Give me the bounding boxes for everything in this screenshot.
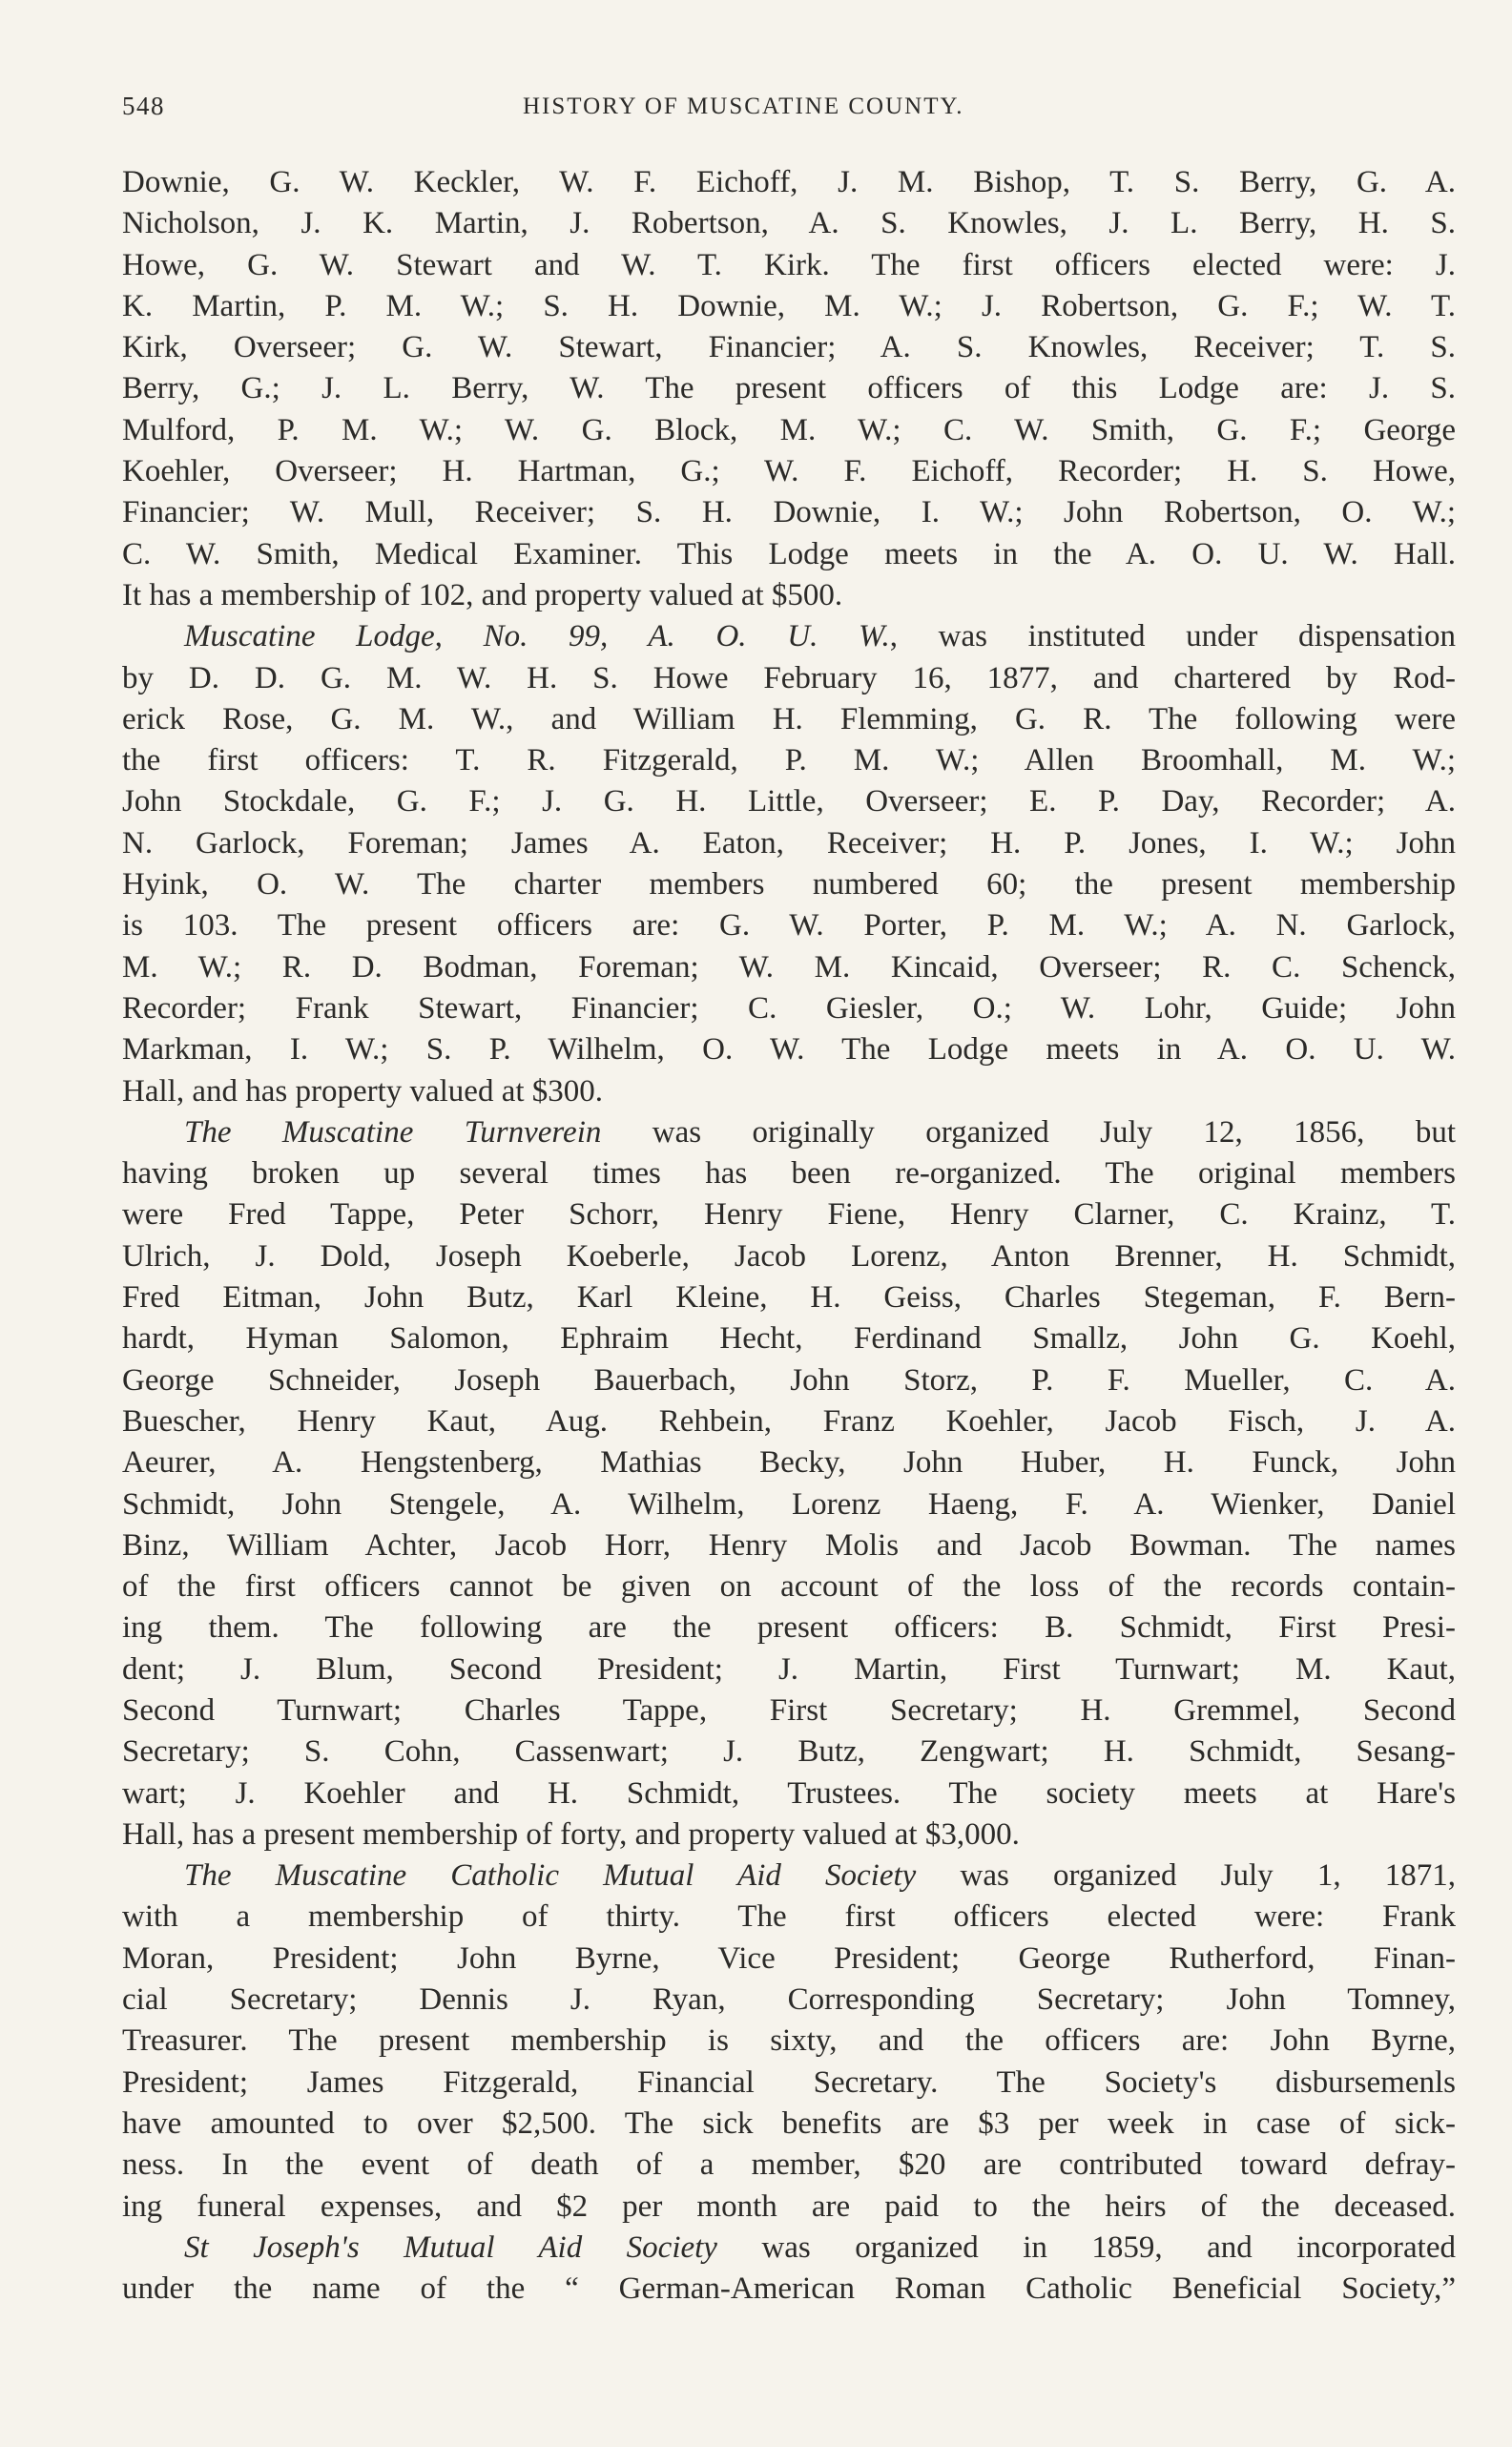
- line-text: Kirk, Overseer; G. W. Stewart, Financier; A. S. Knowles, Receiver; T. S.: [122, 330, 1456, 365]
- line-text: ing them. The following are the present officers: B. Schmidt, First Presi-: [122, 1610, 1456, 1646]
- text-line: [122, 1566, 1456, 1607]
- line-text: President; James Fitzgerald, Financial Secretary. The Society's disbursemenls: [122, 2064, 1456, 2100]
- line-text: M. W.; R. D. Bodman, Foreman; W. M. Kincaid, Overseer; R. C. Schenck,: [122, 949, 1456, 985]
- text-line: [122, 823, 1456, 864]
- text-line: [122, 658, 1456, 699]
- line-text: Downie, G. W. Keckler, W. F. Eichoff, J. M. Bishop, T. S. Berry, G. A.: [122, 165, 1456, 199]
- text-line: [122, 1897, 1456, 1938]
- text-line: [122, 1525, 1456, 1566]
- line-text: Koehler, Overseer; H. Hartman, G.; W. F. Eichoff, Recorder; H. S. Howe,: [122, 454, 1456, 489]
- text-line: [122, 1939, 1456, 1980]
- text-line: [122, 740, 1456, 781]
- line-text: Financier; W. Mull, Receiver; S. H. Downie, I. W.; John Robertson, O. W.;: [122, 495, 1456, 530]
- text-line: [122, 1980, 1456, 2021]
- text-line: [122, 864, 1456, 905]
- italic-title: The Muscatine Catholic Mutual Aid Society: [184, 1858, 917, 1894]
- text-line: [122, 2104, 1456, 2145]
- text-line: [122, 2228, 1456, 2269]
- text-line: [122, 1401, 1456, 1442]
- text-line: [122, 2269, 1456, 2310]
- body-text: [122, 162, 1456, 2310]
- line-text: Fred Eitman, John Butz, Karl Kleine, H. Geiss, Charles Stegeman, F. Bern-: [122, 1280, 1456, 1316]
- text-line: [122, 699, 1456, 740]
- line-text: Buescher, Henry Kaut, Aug. Rehbein, Franz Koehler, Jacob Fisch, J. A.: [122, 1403, 1456, 1439]
- line-text: Mulford, P. M. W.; W. G. Block, M. W.; C. W. Smith, G. F.; George: [122, 412, 1456, 447]
- text-line: [122, 2021, 1456, 2062]
- line-text: was organized in 1859, and incorporated: [716, 2229, 1456, 2265]
- line-text: was originally organized July 12, 1856, but: [601, 1114, 1456, 1150]
- line-text: C. W. Smith, Medical Examiner. This Lodge meets in the A. O. U. W. Hall.: [122, 536, 1456, 571]
- text-line: [122, 1690, 1456, 1732]
- line-text: Second Turnwart; Charles Tappe, First Secretary; H. Gremmel, Second: [122, 1692, 1456, 1728]
- text-line: [122, 1773, 1456, 1815]
- line-text: , was instituted under dispensation: [889, 619, 1456, 654]
- text-line: [122, 1484, 1456, 1525]
- italic-title: St Joseph's Mutual Aid Society: [184, 2229, 717, 2265]
- line-text: Secretary; S. Cohn, Cassenwart; J. Butz, Zengwart; H. Schmidt, Sesang-: [122, 1734, 1456, 1770]
- page-header: [122, 92, 1458, 130]
- italic-title: Muscatine Lodge, No. 99, A. O. U. W.: [184, 619, 890, 654]
- line-text: is 103. The present officers are: G. W. Porter, P. M. W.; A. N. Garlock,: [122, 908, 1456, 944]
- line-text: Treasurer. The present membership is sixty, and the officers are: John Byrne,: [122, 2023, 1456, 2059]
- text-line: [122, 451, 1456, 492]
- text-line: [122, 1360, 1456, 1401]
- line-text: was organized July 1, 1871,: [916, 1858, 1456, 1894]
- text-line: [122, 1112, 1456, 1153]
- line-text: ing funeral expenses, and $2 per month are paid to the heirs of the deceased.: [122, 2188, 1456, 2224]
- line-text: Hall, and has property valued at $300.: [122, 1073, 604, 1109]
- text-line: [122, 534, 1456, 575]
- italic-title: The Muscatine Turnverein: [184, 1114, 602, 1150]
- line-text: having broken up several times has been re-organized. The original members: [122, 1156, 1456, 1192]
- line-text: Hall, has a present membership of forty, and property valued at $3,000.: [122, 1816, 1020, 1852]
- line-text: by D. D. G. M. W. H. S. Howe February 16, 1877, and chartered by Rod-: [122, 660, 1456, 695]
- text-line: [122, 616, 1456, 657]
- text-line: [122, 1856, 1456, 1897]
- text-line: [122, 1442, 1456, 1483]
- line-text: N. Garlock, Foreman; James A. Eaton, Receiver; H. P. Jones, I. W.; John: [122, 825, 1456, 861]
- text-line: [122, 1815, 1456, 1856]
- line-text: wart; J. Koehler and H. Schmidt, Trustees. The society meets at Hare's: [122, 1775, 1456, 1811]
- line-text: of the first officers cannot be given on account of the loss of the records contain-: [122, 1569, 1456, 1605]
- text-line: [122, 2145, 1456, 2186]
- line-text: were Fred Tappe, Peter Schorr, Henry Fiene, Henry Clarner, C. Krainz, T.: [122, 1197, 1456, 1233]
- line-text: It has a membership of 102, and property valued at $500.: [122, 577, 843, 612]
- line-text: Howe, G. W. Stewart and W. T. Kirk. The first officers elected were: J.: [122, 247, 1456, 282]
- running-head: HISTORY OF MUSCATINE COUNTY.: [523, 93, 964, 119]
- line-text: erick Rose, G. M. W., and William H. Flemming, G. R. The following were: [122, 701, 1456, 736]
- text-line: [122, 905, 1456, 946]
- text-line: [122, 162, 1456, 203]
- line-text: Nicholson, J. K. Martin, J. Robertson, A. S. Knowles, J. L. Berry, H. S.: [122, 206, 1456, 241]
- line-text: George Schneider, Joseph Bauerbach, John Storz, P. F. Mueller, C. A.: [122, 1362, 1456, 1398]
- text-line: [122, 1277, 1456, 1318]
- line-text: dent; J. Blum, Second President; J. Martin, First Turnwart; M. Kaut,: [122, 1651, 1456, 1687]
- line-text: Recorder; Frank Stewart, Financier; C. Giesler, O.; W. Lohr, Guide; John: [122, 990, 1456, 1026]
- text-line: [122, 203, 1456, 244]
- text-line: [122, 1153, 1456, 1194]
- text-line: [122, 1236, 1456, 1277]
- text-line: [122, 286, 1456, 327]
- line-text: Berry, G.; J. L. Berry, W. The present officers of this Lodge are: J. S.: [122, 371, 1456, 406]
- text-line: [122, 492, 1456, 533]
- line-text: Schmidt, John Stengele, A. Wilhelm, Lorenz Haeng, F. A. Wienker, Daniel: [122, 1486, 1456, 1522]
- line-text: Binz, William Achter, Jacob Horr, Henry Molis and Jacob Bowman. The names: [122, 1527, 1456, 1563]
- text-line: [122, 1649, 1456, 1690]
- text-line: [122, 575, 1456, 616]
- text-line: [122, 368, 1456, 409]
- line-text: ness. In the event of death of a member, $20 are contributed toward defray-: [122, 2147, 1456, 2183]
- text-line: [122, 327, 1456, 368]
- text-line: [122, 2063, 1456, 2104]
- line-text: cial Secretary; Dennis J. Ryan, Corresponding Secretary; John Tomney,: [122, 1982, 1456, 2018]
- text-line: [122, 947, 1456, 988]
- line-text: K. Martin, P. M. W.; S. H. Downie, M. W.; J. Robertson, G. F.; W. T.: [122, 288, 1456, 323]
- text-line: [122, 1732, 1456, 1773]
- line-text: under the name of the “ German-American Roman Catholic Beneficial Society,”: [122, 2271, 1456, 2307]
- text-line: [122, 988, 1456, 1029]
- line-text: hardt, Hyman Salomon, Ephraim Hecht, Ferdinand Smallz, John G. Koehl,: [122, 1321, 1456, 1357]
- text-line: [122, 1029, 1456, 1070]
- line-text: John Stockdale, G. F.; J. G. H. Little, Overseer; E. P. Day, Recorder; A.: [122, 784, 1456, 819]
- line-text: Aeurer, A. Hengstenberg, Mathias Becky, John Huber, H. Funck, John: [122, 1445, 1456, 1481]
- line-text: Moran, President; John Byrne, Vice President; George Rutherford, Finan-: [122, 1940, 1456, 1976]
- text-line: [122, 1194, 1456, 1235]
- text-line: [122, 2187, 1456, 2228]
- text-line: [122, 410, 1456, 451]
- line-text: have amounted to over $2,500. The sick benefits are $3 per week in case of sick-: [122, 2105, 1456, 2141]
- line-text: Markman, I. W.; S. P. Wilhelm, O. W. The Lodge meets in A. O. U. W.: [122, 1032, 1456, 1068]
- page-number: 548: [122, 92, 165, 120]
- line-text: Hyink, O. W. The charter members numbered 60; the present membership: [122, 867, 1456, 902]
- text-line: [122, 1071, 1456, 1112]
- text-line: [122, 245, 1456, 286]
- line-text: Ulrich, J. Dold, Joseph Koeberle, Jacob Lorenz, Anton Brenner, H. Schmidt,: [122, 1238, 1456, 1274]
- line-text: with a membership of thirty. The first officers elected were: Frank: [122, 1899, 1456, 1935]
- line-text: the first officers: T. R. Fitzgerald, P. M. W.; Allen Broomhall, M. W.;: [122, 743, 1456, 778]
- text-line: [122, 781, 1456, 822]
- text-line: [122, 1607, 1456, 1649]
- text-line: [122, 1318, 1456, 1359]
